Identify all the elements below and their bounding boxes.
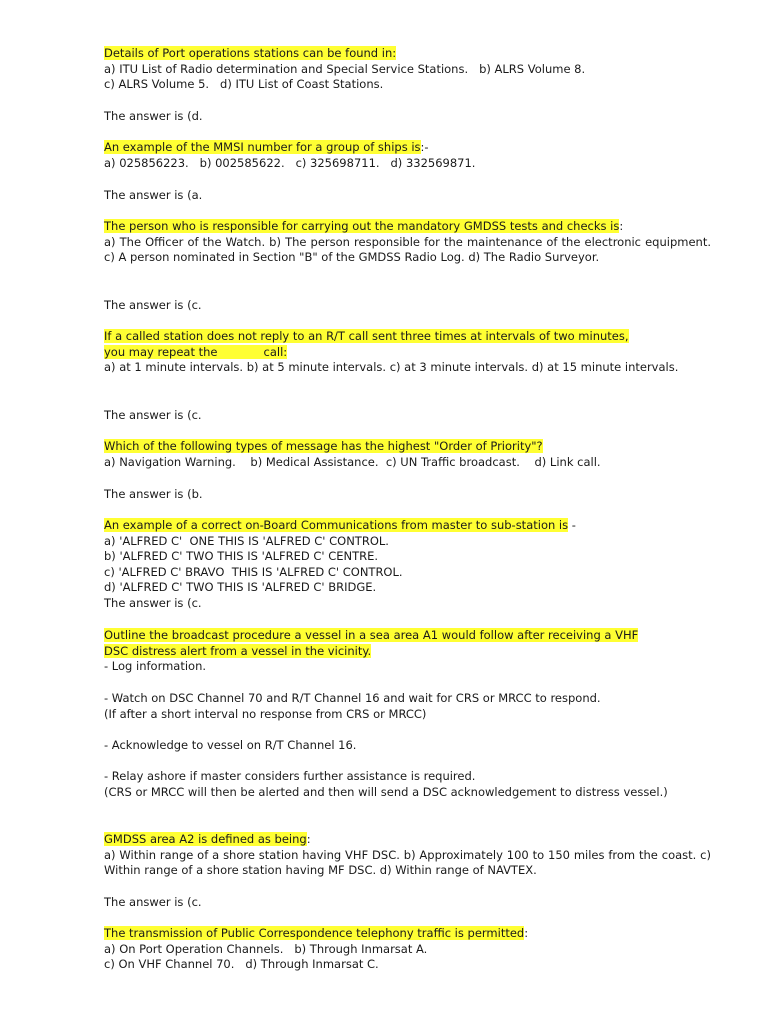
question-1-options-line2: c) ALRS Volume 5. d) ITU List of Coast Stations. [104, 77, 384, 92]
question-1-text: Details of Port operations stations can be found in: [104, 46, 397, 60]
question-4-options: a) at 1 minute intervals. b) at 5 minute intervals. c) at 3 minute intervals. d) at 15 minute intervals. [104, 360, 679, 375]
question-3-tail: : [619, 219, 624, 233]
question-2 [104, 140, 711, 171]
question-4-text-line2a: you may repeat the [104, 344, 218, 359]
question-9-options-line2: c) On VHF Channel 70. d) Through Inmarsat C. [104, 957, 379, 972]
question-7-text-line2: DSC distress alert from a vessel in the vicinity. [104, 643, 372, 658]
question-6-tail: - [568, 518, 576, 532]
question-7-step-1: - Log information. [104, 659, 207, 674]
question-9-text: The transmission of Public Correspondence telephony traffic is permitted [104, 926, 525, 940]
question-6-option-b: b) 'ALFRED C' TWO THIS IS 'ALFRED C' CENTRE. [104, 549, 379, 564]
question-9 [104, 926, 711, 973]
question-6 [104, 518, 711, 612]
question-8-tail: : [306, 832, 311, 846]
question-2-text: An example of the MMSI number for a group of ships is [104, 140, 421, 154]
question-4 [104, 329, 711, 376]
answer-2: The answer is (a. [104, 188, 203, 202]
question-7-step-4-block [104, 769, 711, 800]
answer-5: The answer is (b. [104, 487, 203, 501]
question-9-tail: : [524, 926, 529, 940]
question-7-step-2: - Watch on DSC Channel 70 and R/T Channel 16 and wait for CRS or MRCC to respond. [104, 691, 601, 705]
question-5-options: a) Navigation Warning. b) Medical Assistance. c) UN Traffic broadcast. d) Link call. [104, 454, 601, 469]
question-7-text-line1: Outline the broadcast procedure a vessel in a sea area A1 would follow after receiving a VHF [104, 628, 639, 642]
question-7-step-2-block [104, 691, 711, 722]
question-8 [104, 832, 711, 879]
question-7-step-4-note: (CRS or MRCC will then be alerted and then will send a DSC acknowledgement to distress vessel.) [104, 784, 668, 799]
question-5 [104, 439, 711, 470]
answer-6: The answer is (c. [104, 595, 202, 610]
question-7-step-4: - Relay ashore if master considers further assistance is required. [104, 769, 476, 783]
answer-4: The answer is (c. [104, 408, 202, 422]
question-8-options: a) Within range of a shore station having VHF DSC. b) Approximately 100 to 150 miles from the coast. c) Within range of a shore station having MF DSC. d) Within range of NAVTEX. [104, 847, 711, 878]
question-9-options-line1: a) On Port Operation Channels. b) Through Inmarsat A. [104, 941, 428, 956]
question-6-text: An example of a correct on-Board Communications from master to sub-station is [104, 518, 569, 532]
question-6-option-c: c) 'ALFRED C' BRAVO THIS IS 'ALFRED C' CONTROL. [104, 564, 403, 579]
question-1-options-line1: a) ITU List of Radio determination and Special Service Stations. b) ALRS Volume 8. [104, 61, 586, 76]
answer-1: The answer is (d. [104, 109, 203, 123]
question-2-options: a) 025856223. b) 002585622. c) 325698711. d) 332569871. [104, 155, 476, 170]
answer-8: The answer is (c. [104, 895, 202, 909]
question-3-options: a) The Officer of the Watch. b) The person responsible for the maintenance of the electronic equipment. c) A person nominated in Section "B" of the GMDSS Radio Log. d) The Radio Surveyor. [104, 234, 711, 265]
question-3 [104, 219, 711, 266]
question-2-tail: :- [420, 140, 429, 154]
question-8-text: GMDSS area A2 is defined as being [104, 832, 307, 846]
question-7-step-2-note: (If after a short interval no response from CRS or MRCC) [104, 706, 427, 721]
question-5-text: Which of the following types of message has the highest "Order of Priority"? [104, 439, 543, 453]
question-3-text: The person who is responsible for carrying out the mandatory GMDSS tests and checks is [104, 219, 620, 233]
question-4-text-line2b: call: [263, 344, 288, 359]
answer-3: The answer is (c. [104, 298, 202, 312]
question-4-text-line1: If a called station does not reply to an R/T call sent three times at intervals of two minutes, [104, 329, 629, 343]
question-6-option-a: a) 'ALFRED C' ONE THIS IS 'ALFRED C' CONTROL. [104, 533, 389, 548]
question-6-option-d: d) 'ALFRED C' TWO THIS IS 'ALFRED C' BRIDGE. [104, 580, 377, 595]
question-1 [104, 46, 711, 93]
question-7-step-3: - Acknowledge to vessel on R/T Channel 16. [104, 738, 357, 752]
question-7 [104, 628, 711, 675]
